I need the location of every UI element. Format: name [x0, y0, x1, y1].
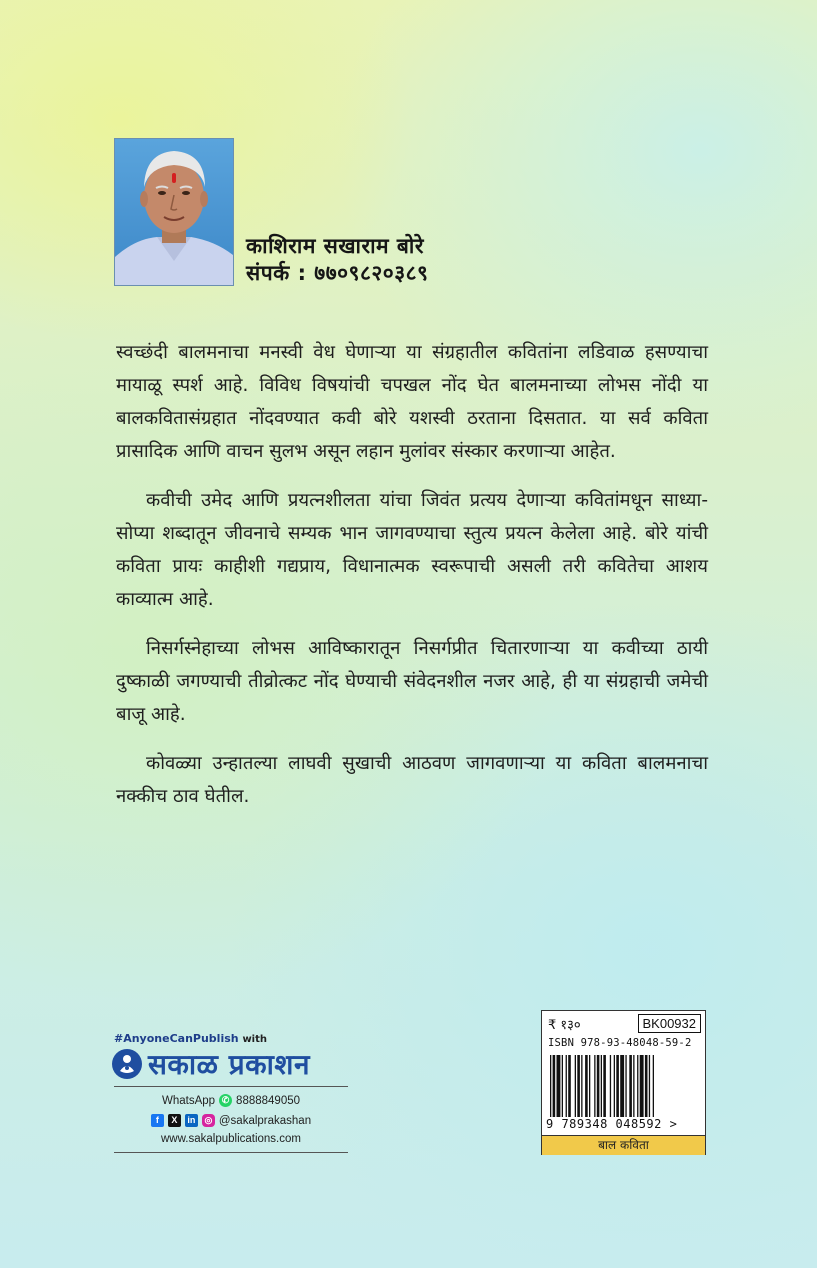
barcode-bar: [616, 1055, 619, 1117]
barcode-box: [541, 1010, 706, 1155]
author-contact: संपर्क : ७७०९८२०३८९: [246, 261, 429, 285]
barcode-bar: [553, 1055, 556, 1117]
linkedin-icon[interactable]: in: [185, 1114, 198, 1127]
blurb-paragraph: कवीची उमेद आणि प्रयत्नशीलता यांचा जिवंत प्रत्यय देणाऱ्या कवितांमधून साध्या-सोप्या शब्दातून जीवनाचे सम्यक भान जागवण्याचा स्तुत्य प्रयत्न केलेला आहे. बोरे यांची कविता प्रायः काहीशी गद्यप्राय, विधानात्मक स्वरूपाची असली तरी कवितेचा आशय काव्यात्म आहे.: [116, 490, 708, 610]
divider: [114, 1152, 348, 1153]
barcode-bar: [640, 1055, 644, 1117]
whatsapp-icon: ✆: [219, 1094, 232, 1107]
sakal-logo-icon: [112, 1049, 142, 1079]
barcode-icon: [550, 1055, 698, 1117]
barcode-bar: [603, 1055, 606, 1117]
barcode-bar: [577, 1055, 580, 1117]
author-portrait-icon: [115, 139, 233, 285]
divider: [114, 1086, 348, 1087]
website-line: [114, 1133, 348, 1145]
instagram-icon[interactable]: ◎: [202, 1114, 215, 1127]
barcode-bar: [620, 1055, 624, 1117]
barcode-bar: [581, 1055, 582, 1117]
barcode-bar: [568, 1055, 571, 1117]
barcode-bar: [550, 1055, 551, 1117]
facebook-icon[interactable]: f: [151, 1114, 164, 1127]
barcode-bar: [625, 1055, 626, 1117]
barcode-bar: [653, 1055, 654, 1117]
book-category: बाल कविता: [542, 1135, 705, 1155]
isbn: ISBN 978-93-48048-59-2: [548, 1037, 692, 1049]
publisher-brand: [112, 1046, 310, 1082]
barcode-bar: [610, 1055, 611, 1117]
social-handle[interactable]: @sakalprakashan: [218, 1114, 312, 1127]
social-line: [114, 1114, 348, 1127]
barcode-bar: [557, 1055, 561, 1117]
whatsapp-label: WhatsApp: [161, 1094, 216, 1107]
author-name: काशिराम सखाराम बोरे: [246, 234, 424, 258]
hashtag-text: #AnyoneCanPublish: [114, 1032, 239, 1045]
blurb-paragraph: निसर्गस्नेहाच्या लोभस आविष्कारातून निसर्गप्रीत चितारणाऱ्या या कवीच्या ठायी दुष्काळी जगण्याची तीव्रोत्कट नोंद घेण्याची संवेदनशील नजर आहे, ही या संग्रहाची जमेची बाजू आहे.: [116, 638, 708, 725]
blurb-paragraph: स्वच्छंदी बालमनाचा मनस्वी वेध घेणाऱ्या या संग्रहातील कवितांना लडिवाळ हसण्याचा मायाळू स्पर्श आहे. विविध विषयांची चपखल नोंद घेत बालमनाच्या लोभस नोंदी या बालकवितासंग्रहात नोंदवण्यात कवी बोरे यशस्वी ठरताना दिसतात. या सर्व कविता प्रासादिक आणि वाचन सुलभ असून लहान मुलांवर संस्कार करणाऱ्या आहेत.: [116, 342, 708, 462]
blurb-paragraph: कोवळ्या उन्हातल्या लाघवी सुखाची आठवण जागवणाऱ्या या कविता बालमनाचा नक्कीच ठाव घेतील.: [116, 753, 708, 807]
blurb: [116, 336, 708, 829]
x-icon[interactable]: X: [168, 1114, 181, 1127]
barcode-bar: [645, 1055, 648, 1117]
barcode-bar: [597, 1055, 600, 1117]
whatsapp-line: [114, 1094, 348, 1107]
ean-digits: 9 789348 048592 >: [546, 1117, 678, 1131]
barcode-bar: [601, 1055, 602, 1117]
barcode-bar: [637, 1055, 638, 1117]
barcode-bar: [649, 1055, 650, 1117]
author-photo: [114, 138, 234, 286]
book-code: BK00932: [638, 1014, 702, 1033]
barcode-bar: [629, 1055, 632, 1117]
website-link[interactable]: www.sakalpublications.com: [161, 1133, 301, 1145]
barcode-bar: [594, 1055, 595, 1117]
barcode-bar: [614, 1055, 615, 1117]
hashtag-suffix: with: [242, 1034, 268, 1045]
price: ₹ १३०: [548, 1018, 581, 1033]
barcode-bar: [633, 1055, 634, 1117]
publisher-hashtag: [114, 1032, 267, 1045]
barcode-bar: [562, 1055, 563, 1117]
barcode-bar: [585, 1055, 588, 1117]
barcode-bar: [575, 1055, 576, 1117]
barcode-bar: [589, 1055, 590, 1117]
whatsapp-number[interactable]: 8888849050: [236, 1094, 301, 1107]
publisher-name: सकाळ प्रकाशन: [148, 1048, 310, 1081]
barcode-bar: [566, 1055, 567, 1117]
